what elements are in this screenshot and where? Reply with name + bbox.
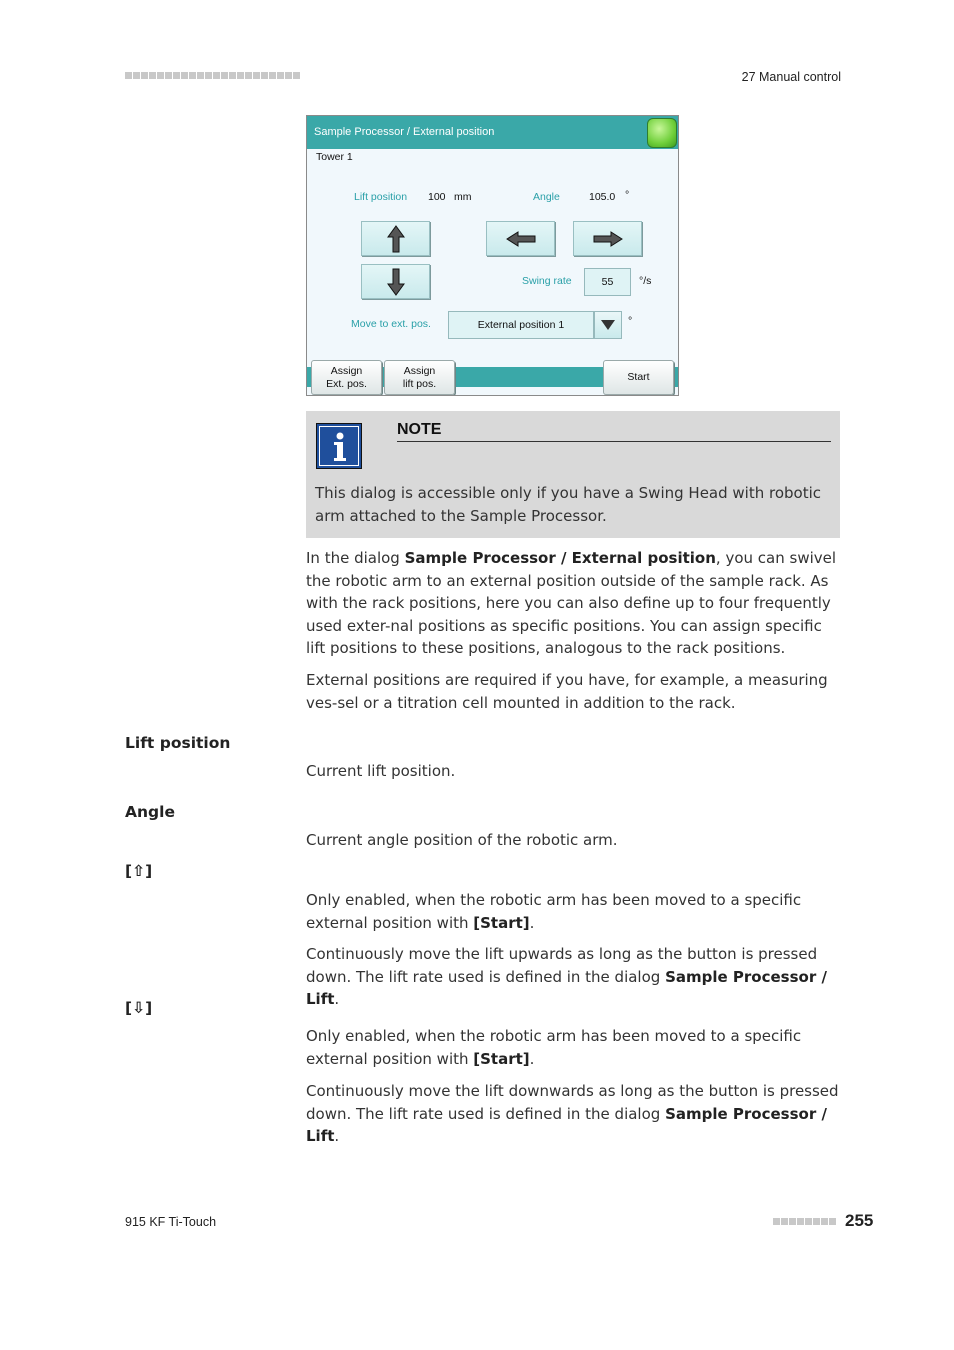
tower-label: Tower 1: [316, 151, 353, 163]
page-number: 255: [845, 1211, 874, 1230]
angle-unit: °: [625, 189, 630, 201]
desc-lift-up-action: Continuously move the lift upwards as long as the button is pressed down. The lift rate used is defined in the dialog Sample Processor / Lift.: [306, 945, 827, 1008]
external-positions-paragraph: External positions are required if you have, for example, a measuring ves-sel or a titration cell mounted in addition to the rack.: [306, 671, 828, 712]
note-box: [306, 411, 840, 538]
swing-rate-field[interactable]: 55: [584, 268, 631, 296]
dialog-title: Sample Processor / External position: [314, 126, 495, 138]
footer-product: 915 KF Ti-Touch: [125, 1215, 217, 1229]
term-lift-position: Lift position: [125, 734, 231, 752]
swing-left-button[interactable]: [486, 221, 555, 256]
assign-lift-pos-button[interactable]: Assign lift pos.: [384, 360, 455, 395]
angle-value: 105.0: [589, 191, 616, 203]
start-button[interactable]: Start: [603, 360, 674, 395]
footer-decoration: [773, 1218, 836, 1225]
arrow-right-icon: [592, 230, 624, 248]
info-icon: [316, 423, 362, 469]
move-to-ext-pos-label: Move to ext. pos.: [351, 318, 431, 330]
term-lift-down: [⇩]: [125, 999, 153, 1017]
dialog-titlebar: [307, 116, 678, 149]
external-position-dropdown-button[interactable]: [594, 311, 622, 339]
swing-rate-unit: °/s: [639, 275, 652, 287]
arrow-down-icon: [386, 267, 406, 297]
chevron-down-icon: [600, 319, 616, 331]
intro-paragraph: In the dialog Sample Processor / External position, you can swivel the robotic arm to an external position outside of the sample rack. As with the rack positions, here you can also define up to four frequently used exter-nal positions as specific positions. You can assign specific lift positions to these positions, analogous to the rack positions.: [306, 549, 837, 657]
external-position-select[interactable]: External position 1: [448, 311, 594, 339]
desc-angle: Current angle position of the robotic arm.: [306, 831, 618, 849]
lift-up-button[interactable]: [361, 221, 430, 256]
desc-lift-down-enabled: Only enabled, when the robotic arm has been moved to a specific external position with [Start].: [306, 1027, 802, 1068]
lift-position-unit: mm: [454, 191, 472, 203]
term-angle: Angle: [125, 803, 175, 821]
desc-lift-down-action: Continuously move the lift downwards as long as the button is pressed down. The lift rate used is defined in the dialog Sample Processor / Lift.: [306, 1082, 839, 1145]
header-decoration: [125, 72, 300, 79]
dialog-screenshot: [306, 115, 679, 396]
note-title: NOTE: [397, 421, 831, 442]
term-lift-up: [⇧]: [125, 862, 153, 880]
arrow-up-icon: [386, 224, 406, 254]
angle-label: Angle: [533, 191, 560, 203]
arrow-left-icon: [505, 230, 537, 248]
desc-lift-up-enabled: Only enabled, when the robotic arm has been moved to a specific external position with [Start].: [306, 891, 802, 932]
move-unit: °: [628, 315, 633, 327]
swing-right-button[interactable]: [573, 221, 642, 256]
lift-position-value: 100: [428, 191, 446, 203]
desc-lift-position: Current lift position.: [306, 762, 456, 780]
lift-down-button[interactable]: [361, 264, 430, 299]
status-led-icon: [647, 118, 677, 148]
swing-rate-label: Swing rate: [522, 275, 572, 287]
chapter-title: 27 Manual control: [741, 70, 841, 84]
assign-ext-pos-button[interactable]: Assign Ext. pos.: [311, 360, 382, 395]
note-text: This dialog is accessible only if you have a Swing Head with robotic arm attached to the Sample Processor.: [315, 484, 822, 525]
lift-position-label: Lift position: [354, 191, 408, 203]
